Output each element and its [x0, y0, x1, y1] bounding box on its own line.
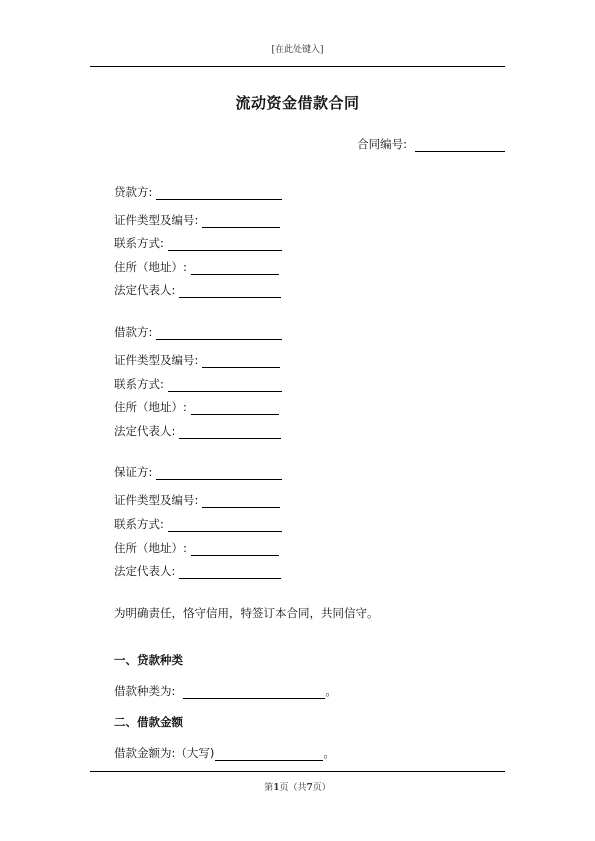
guarantor-id-field — [114, 492, 280, 508]
loan-amount-blank[interactable] — [215, 748, 323, 761]
borrower-field — [114, 324, 282, 340]
guarantor-rep-label: 法定代表人: — [114, 564, 176, 578]
loan-type-field — [114, 683, 337, 699]
loan-type-label: 借款种类为: — [114, 684, 176, 698]
lender-label: 贷款方: — [114, 185, 153, 199]
borrower-address-label: 住所（地址）: — [114, 400, 187, 414]
guarantor-contact-field — [114, 516, 282, 532]
borrower-id-label: 证件类型及编号: — [114, 353, 199, 367]
borrower-address-blank[interactable] — [191, 402, 279, 415]
section-1-heading: 一、贷款种类 — [114, 653, 183, 667]
guarantor-rep-field — [114, 563, 281, 579]
borrower-address-field — [114, 399, 279, 415]
page-number-total: 7 — [306, 783, 313, 793]
loan-type-end: 。 — [325, 684, 337, 698]
footer-rule — [90, 771, 505, 772]
loan-amount-label: 借款金额为:（大写) — [114, 746, 215, 760]
lender-address-label: 住所（地址）: — [114, 260, 187, 274]
guarantor-address-blank[interactable] — [191, 543, 279, 556]
guarantor-id-blank[interactable] — [202, 495, 280, 508]
borrower-id-blank[interactable] — [202, 355, 280, 368]
header-placeholder[interactable]: [在此处键入] — [271, 45, 324, 55]
lender-rep-blank[interactable] — [179, 285, 281, 298]
lender-id-blank[interactable] — [202, 215, 280, 228]
page-number-prefix: 第 — [264, 783, 274, 793]
lender-contact-blank[interactable] — [168, 238, 282, 251]
borrower-id-field — [114, 352, 280, 368]
lender-contact-field — [114, 235, 282, 251]
page-number-current: 1 — [273, 783, 280, 793]
page-number-mid: 页（共 — [279, 783, 307, 793]
borrower-contact-blank[interactable] — [168, 379, 282, 392]
lender-blank[interactable] — [156, 187, 282, 200]
lender-address-field — [114, 259, 279, 275]
guarantor-contact-blank[interactable] — [168, 519, 282, 532]
lender-field — [114, 184, 282, 200]
lender-rep-label: 法定代表人: — [114, 283, 176, 297]
guarantor-field — [114, 464, 282, 480]
lender-address-blank[interactable] — [191, 262, 279, 275]
guarantor-rep-blank[interactable] — [179, 566, 281, 579]
contract-number-field — [357, 136, 505, 152]
borrower-contact-field — [114, 376, 282, 392]
guarantor-address-field — [114, 540, 279, 556]
borrower-contact-label: 联系方式: — [114, 377, 164, 391]
guarantor-label: 保证方: — [114, 465, 153, 479]
guarantor-contact-label: 联系方式: — [114, 517, 164, 531]
intro-paragraph: 为明确责任，恪守信用，特签订本合同，共同信守。 — [114, 606, 379, 620]
borrower-rep-blank[interactable] — [179, 426, 281, 439]
guarantor-address-label: 住所（地址）: — [114, 541, 187, 555]
document-title: 流动资金借款合同 — [235, 94, 360, 112]
borrower-blank[interactable] — [156, 327, 282, 340]
page-number-suffix: 页） — [312, 783, 331, 793]
lender-id-field — [114, 212, 280, 228]
borrower-label: 借款方: — [114, 325, 153, 339]
lender-rep-field — [114, 282, 281, 298]
contract-number-label: 合同编号: — [357, 137, 407, 151]
lender-id-label: 证件类型及编号: — [114, 213, 199, 227]
header-rule — [90, 66, 505, 67]
section-2-heading: 二、借款金额 — [114, 715, 183, 729]
loan-amount-end: 。 — [323, 746, 335, 760]
loan-amount-field — [114, 745, 335, 761]
borrower-rep-label: 法定代表人: — [114, 424, 176, 438]
loan-type-blank[interactable] — [183, 686, 325, 699]
guarantor-blank[interactable] — [156, 467, 282, 480]
guarantor-id-label: 证件类型及编号: — [114, 493, 199, 507]
page-number — [0, 780, 595, 793]
lender-contact-label: 联系方式: — [114, 236, 164, 250]
borrower-rep-field — [114, 423, 281, 439]
contract-number-blank[interactable] — [415, 139, 505, 152]
